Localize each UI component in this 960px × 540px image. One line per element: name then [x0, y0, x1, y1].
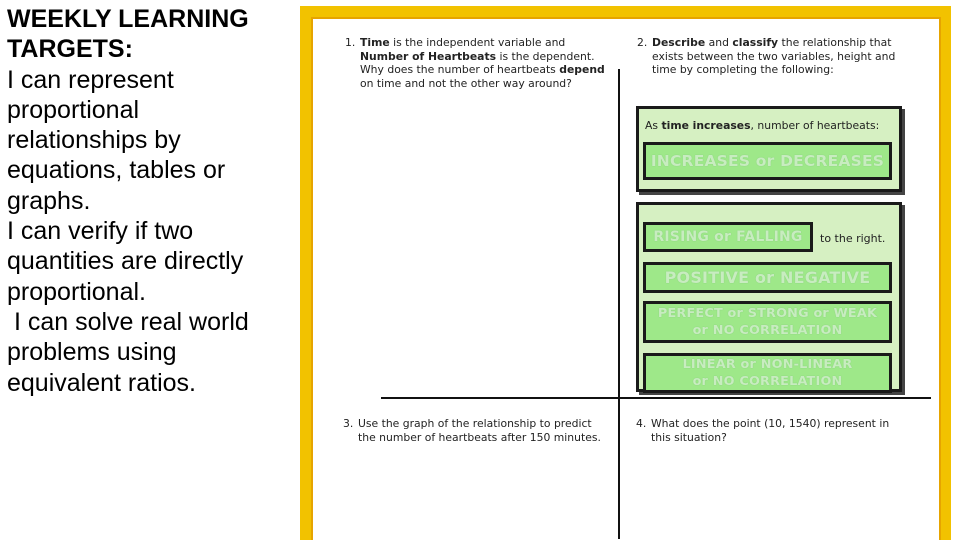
target-line: proportional.: [7, 277, 146, 306]
question-text: Use the graph of the relationship to predict the number of heartbeats after 150 minutes.: [358, 417, 601, 444]
option-increases-decreases: [643, 142, 892, 180]
target-line: quantities are directly: [7, 247, 244, 276]
question-text: on time and not the other way around?: [360, 76, 572, 90]
target-line: graphs.: [7, 186, 91, 215]
question-number: 3.: [343, 417, 354, 430]
targets-title-line-1: WEEKLY LEARNING: [7, 5, 249, 33]
question-3: [343, 417, 603, 444]
question-bold: classify: [732, 36, 779, 49]
stem-text: As: [645, 119, 662, 132]
stem-bold: time increases: [661, 119, 751, 132]
option-label: PERFECT or STRONG or WEAK: [657, 306, 878, 321]
learning-targets: [7, 4, 292, 398]
question-text: the relationship that exists between the two variables, height and time by completing the following:: [652, 36, 896, 77]
question-bold: Describe: [652, 36, 706, 49]
option-label: POSITIVE or NEGATIVE: [664, 268, 871, 287]
target-line: I can verify if two: [7, 217, 194, 246]
horizontal-divider: [381, 397, 931, 399]
question-number: 1.: [345, 36, 356, 49]
target-line: equivalent ratios.: [7, 368, 197, 397]
question-2: [637, 36, 897, 77]
stem-text: , number of heartbeats:: [750, 119, 880, 132]
option-label: or NO CORRELATION: [692, 323, 843, 338]
target-line: equations, tables or: [7, 156, 226, 185]
option-label: or NO CORRELATION: [692, 374, 843, 389]
option-rising-falling: [643, 222, 813, 252]
option-positive-negative: [643, 262, 892, 293]
question-number: 2.: [637, 36, 648, 49]
option-correlation-strength: [643, 301, 892, 343]
question-text: is the dependent. Why does the number of heartbeats: [360, 49, 595, 77]
question-bold: Number of Heartbeats: [360, 49, 497, 63]
worksheet-page: [311, 17, 941, 540]
to-the-right-text: to the right.: [820, 232, 886, 245]
target-line: proportional: [7, 95, 140, 124]
vertical-divider: [618, 69, 620, 539]
question-text: and: [705, 36, 733, 49]
question-1: [345, 36, 615, 90]
classification-panel: [636, 202, 902, 392]
option-label: INCREASES or DECREASES: [650, 152, 885, 170]
target-line: I can represent: [7, 65, 174, 94]
question-number: 4.: [636, 417, 647, 430]
question-text: is the independent variable and: [389, 36, 566, 49]
option-label: LINEAR or NON-LINEAR: [682, 357, 853, 372]
target-line: relationships by: [7, 126, 181, 155]
panel-stem: [645, 119, 879, 132]
worksheet-frame: [300, 6, 951, 540]
question-text: What does the point (10, 1540) represent in this situation?: [651, 417, 890, 444]
target-line: I can solve real world: [7, 307, 249, 336]
heartbeats-panel: [636, 106, 902, 192]
question-4: [636, 417, 896, 444]
targets-title-line-2: TARGETS:: [7, 35, 133, 64]
option-linear-nonlinear: [643, 353, 892, 393]
option-label: RISING or FALLING: [653, 229, 803, 245]
target-line: problems using: [7, 338, 177, 367]
question-bold: Time: [360, 36, 390, 49]
question-bold: depend: [559, 63, 605, 77]
